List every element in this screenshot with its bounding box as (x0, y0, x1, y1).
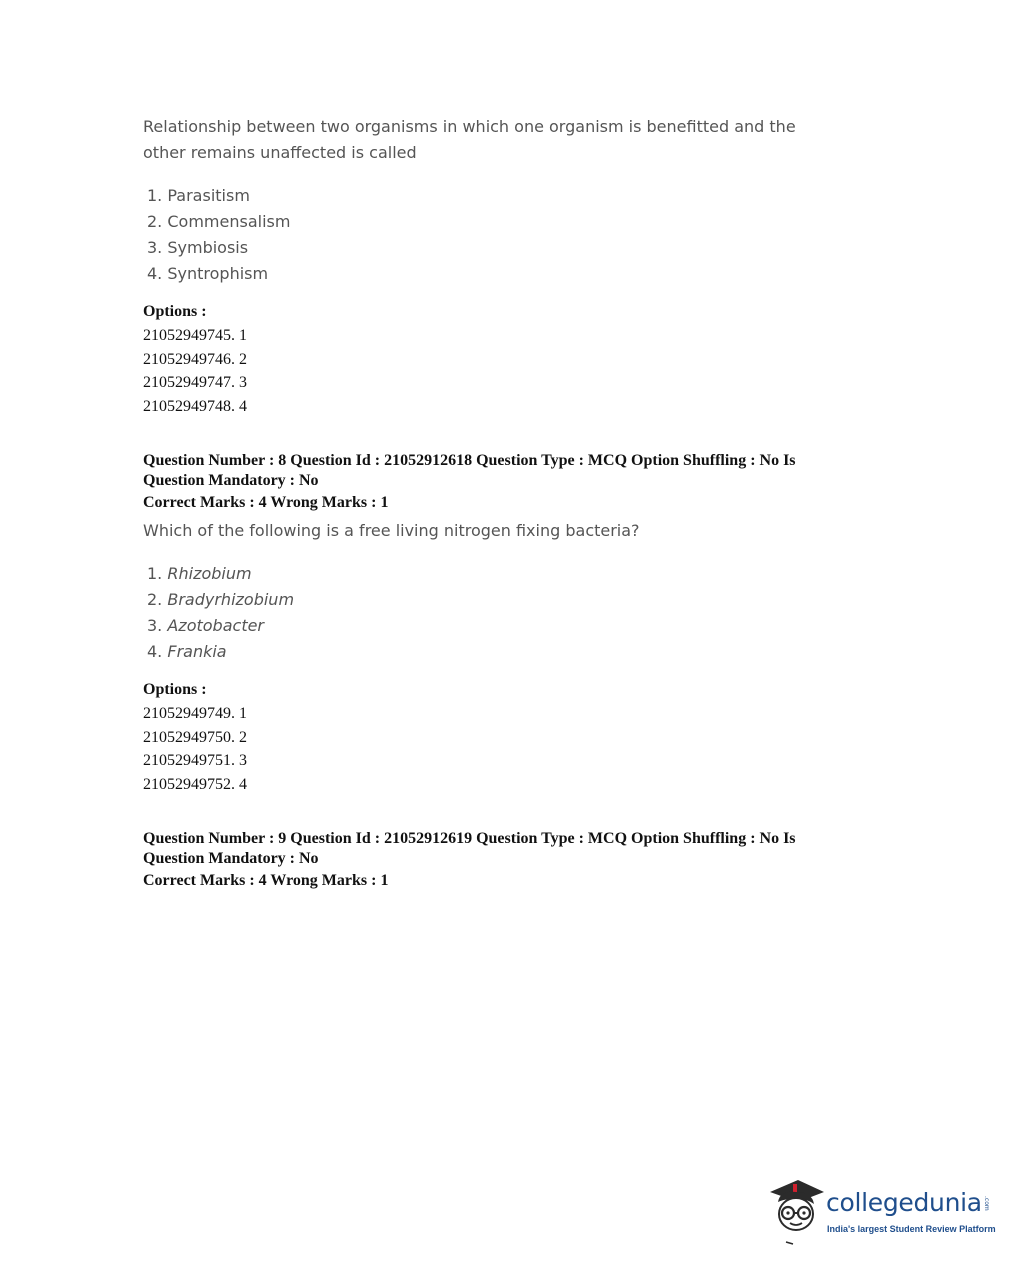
question-8-options (143, 678, 247, 796)
question-mandatory: Question Mandatory : No (143, 850, 319, 867)
choice-item (147, 235, 290, 261)
question-meta: Question Number : 8 Question Id : 21052912618 Question Type : MCQ Option Shuffling : No Is (143, 452, 796, 469)
choice-item (147, 261, 290, 287)
choice-item (147, 639, 294, 665)
choice-item (147, 587, 294, 613)
choice-number: 2. (147, 212, 163, 231)
option-row: 21052949751. 3 (143, 752, 247, 770)
logo-dotcom: .com (983, 1196, 990, 1211)
option-row: 21052949746. 2 (143, 350, 247, 368)
option-row: 21052949752. 4 (143, 775, 247, 793)
choice-text: Commensalism (167, 212, 291, 231)
question-meta: Question Number : 9 Question Id : 21052912619 Question Type : MCQ Option Shuffling : No Is (143, 830, 796, 847)
question-7-options (143, 300, 247, 418)
choice-text: Frankia (167, 642, 227, 661)
question-marks: Correct Marks : 4 Wrong Marks : 1 (143, 494, 389, 511)
choice-text: Azotobacter (167, 616, 265, 635)
student-mascot-icon (766, 1176, 826, 1248)
collegedunia-logo[interactable] (766, 1176, 996, 1252)
choice-item (147, 183, 290, 209)
choice-text: Parasitism (167, 186, 250, 205)
choice-number: 2. (147, 590, 163, 609)
option-row: 21052949749. 1 (143, 705, 247, 722)
question-8-choices (147, 561, 294, 665)
option-row: 21052949750. 2 (143, 728, 247, 746)
options-label: Options : (143, 681, 207, 698)
options-label: Options : (143, 303, 207, 320)
choice-number: 1. (147, 564, 163, 583)
choice-item (147, 209, 290, 235)
choice-number: 4. (147, 642, 163, 661)
choice-number: 4. (147, 264, 163, 283)
choice-item (147, 613, 294, 639)
question-7-text: Relationship between two organisms in which one organism is benefitted and the other remains unaffected is called (143, 117, 796, 162)
option-row: 21052949748. 4 (143, 397, 247, 415)
logo-wordmark: collegedunia (826, 1188, 982, 1217)
option-row: 21052949745. 1 (143, 327, 247, 344)
choice-text: Symbiosis (167, 238, 249, 257)
logo-tagline: India's largest Student Review Platform (827, 1224, 996, 1234)
choice-text: Bradyrhizobium (167, 590, 295, 609)
question-9-header (143, 829, 863, 893)
question-7-choices (147, 183, 290, 287)
option-row: 21052949747. 3 (143, 374, 247, 392)
question-8-text: Which of the following is a free living nitrogen fixing bacteria? (143, 521, 640, 540)
question-mandatory: Question Mandatory : No (143, 472, 319, 489)
choice-number: 3. (147, 616, 163, 635)
choice-number: 1. (147, 186, 163, 205)
choice-number: 3. (147, 238, 163, 257)
question-marks: Correct Marks : 4 Wrong Marks : 1 (143, 872, 389, 889)
question-8-header (143, 451, 863, 515)
choice-text: Syntrophism (167, 264, 269, 283)
choice-text: Rhizobium (167, 564, 252, 583)
choice-item (147, 561, 294, 587)
